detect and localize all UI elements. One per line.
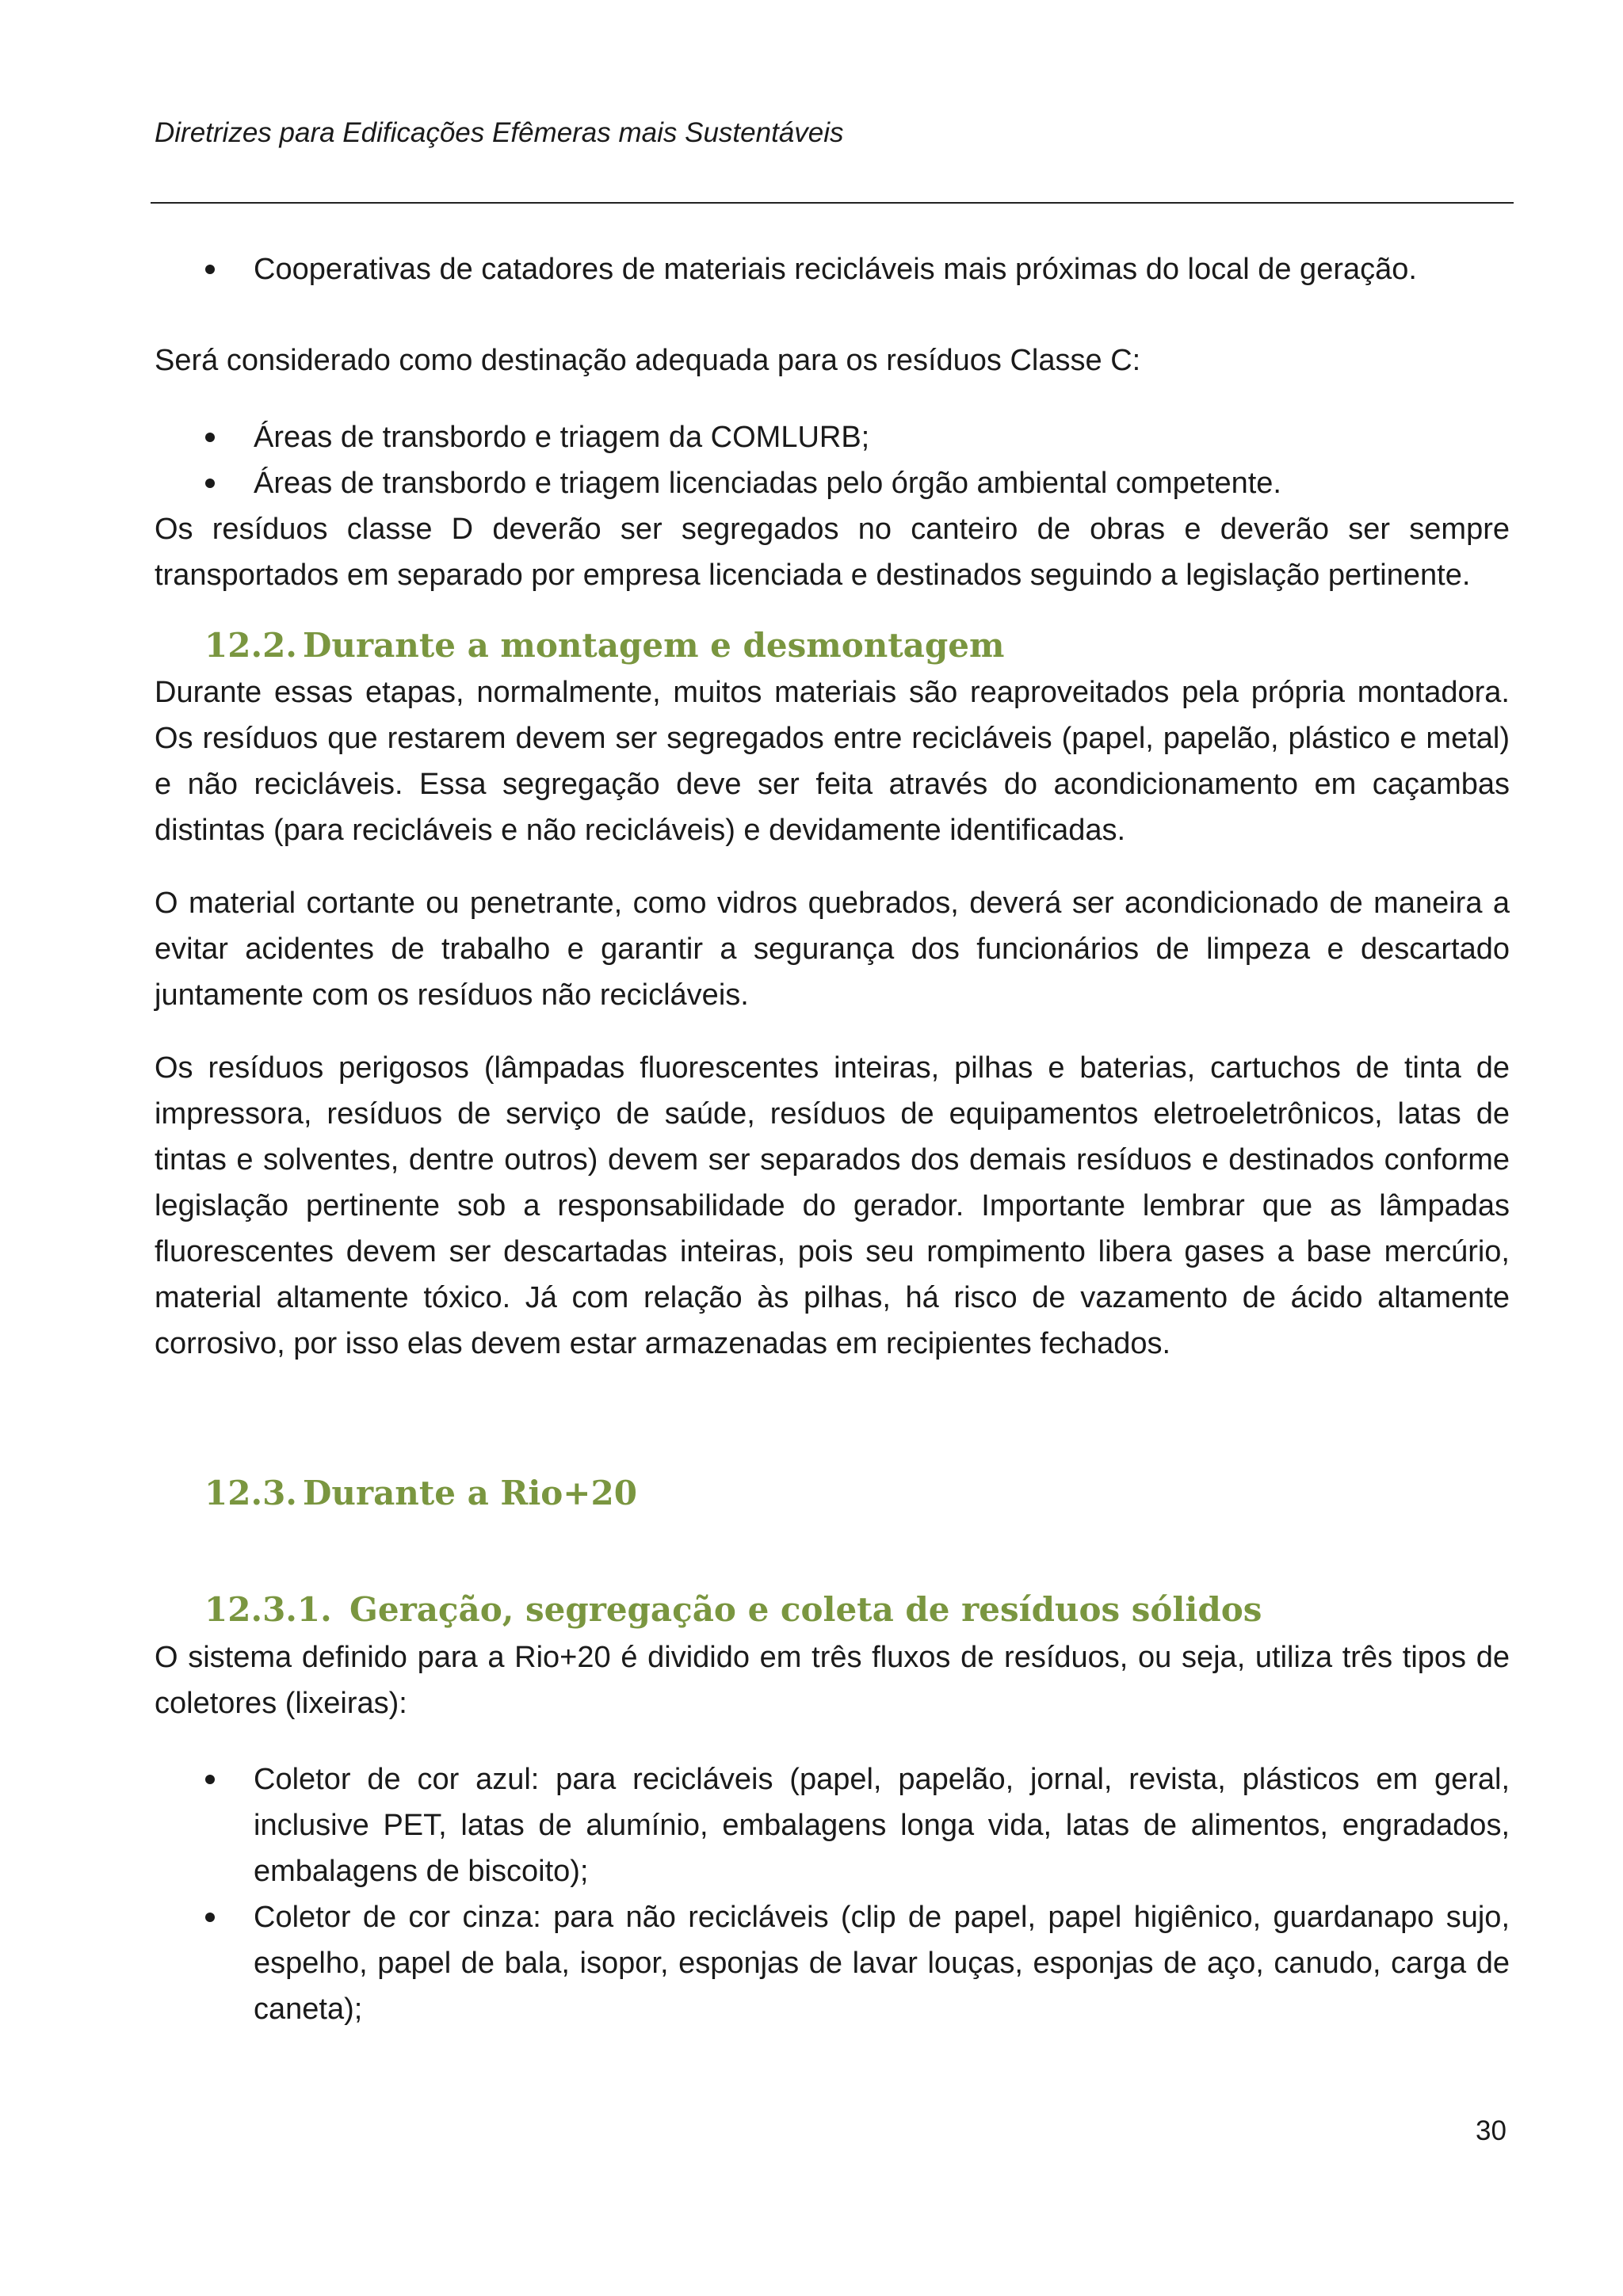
page-number: 30 (1476, 2115, 1507, 2146)
header-divider (151, 202, 1514, 204)
list-item (155, 246, 1510, 292)
section-12-3-1-intro (155, 1634, 1510, 1726)
section-number: 12.3.1. (204, 1590, 332, 1629)
list-item (155, 1894, 1510, 2032)
bullet-icon (205, 265, 215, 274)
section-number: 12.2. (204, 626, 297, 665)
list-item-text: Áreas de transbordo e triagem licenciadas pelo órgão ambiental competente. (254, 467, 1281, 500)
paragraph: Será considerado como destinação adequada para os resíduos Classe C: (155, 344, 1141, 377)
paragraph: O sistema definido para a Rio+20 é dividido em três fluxos de resíduos, ou seja, utiliza três tipos de coletores (lixeiras): (155, 1641, 1510, 1720)
section-number: 12.3. (204, 1474, 297, 1512)
section-title: Geração, segregação e coleta de resíduos sólidos (349, 1590, 1262, 1629)
collector-list (155, 1756, 1510, 2032)
bullet-icon (205, 1913, 215, 1922)
bullet-icon (205, 1775, 215, 1784)
list-item (155, 460, 1510, 506)
section-12-2-body (155, 669, 1510, 1367)
class-c-intro (155, 338, 1510, 383)
paragraph-class-d: Os resíduos classe D deverão ser segregados no canteiro de obras e deverão ser sempre transportados em separado por empresa licenciada e destinados seguindo a legislação pertinente. (155, 513, 1510, 592)
list-item-text: Áreas de transbordo e triagem da COMLURB; (254, 421, 870, 454)
list-item-text: Cooperativas de catadores de materiais recicláveis mais próximas do local de geração. (254, 253, 1417, 286)
bullet-icon (205, 433, 215, 442)
section-title: Durante a Rio+20 (303, 1474, 637, 1512)
section-heading-12-3 (204, 1474, 637, 1512)
list-item-text: Coletor de cor cinza: para não recicláveis (clip de papel, papel higiênico, guardanapo sujo, espelho, papel de bala, isopor, esponjas de lavar louças, esponjas de aço, canudo, carga de caneta); (254, 1901, 1510, 2026)
intro-bullet-block (155, 246, 1510, 292)
list-item-text: Coletor de cor azul: para recicláveis (papel, papelão, jornal, revista, plásticos em geral, inclusive PET, latas de alumínio, embalagens longa vida, latas de alimentos, engradados, embalagens de biscoito); (254, 1763, 1510, 1888)
list-item (155, 1756, 1510, 1894)
paragraph: Durante essas etapas, normalmente, muitos materiais são reaproveitados pela própria montadora. Os resíduos que restarem devem ser segregados entre recicláveis (papel, papelão, plástico e metal) e não recicláveis. Essa segregação deve ser feita através do acondicionamento em caçambas distintas (para recicláveis e não recicláveis) e devidamente identificadas. (155, 676, 1510, 847)
section-heading-12-2 (204, 626, 1004, 665)
running-header: Diretrizes para Edificações Efêmeras mais Sustentáveis (155, 117, 844, 148)
bullet-icon (205, 479, 215, 488)
paragraph: Os resíduos perigosos (lâmpadas fluorescentes inteiras, pilhas e baterias, cartuchos de tinta de impressora, resíduos de serviço de saúde, resíduos de equipamentos eletroeletrônicos, latas de tintas e solventes, dentre outros) devem ser separados dos demais resíduos e destinados conforme legislação pertinente sob a responsabilidade do gerador. Importante lembrar que as lâmpadas fluorescentes devem ser descartadas inteiras, pois seu rompimento libera gases a base mercúrio, material altamente tóxico. Já com relação às pilhas, há risco de vazamento de ácido altamente corrosivo, por isso elas devem estar armazenadas em recipientes fechados. (155, 1051, 1510, 1360)
section-heading-12-3-1 (204, 1590, 1262, 1629)
list-item (155, 414, 1510, 460)
paragraph: O material cortante ou penetrante, como vidros quebrados, deverá ser acondicionado de maneira a evitar acidentes de trabalho e garantir a segurança dos funcionários de limpeza e descartado juntamente com os resíduos não recicláveis. (155, 887, 1510, 1012)
class-c-list (155, 414, 1510, 598)
section-title: Durante a montagem e desmontagem (303, 626, 1005, 665)
